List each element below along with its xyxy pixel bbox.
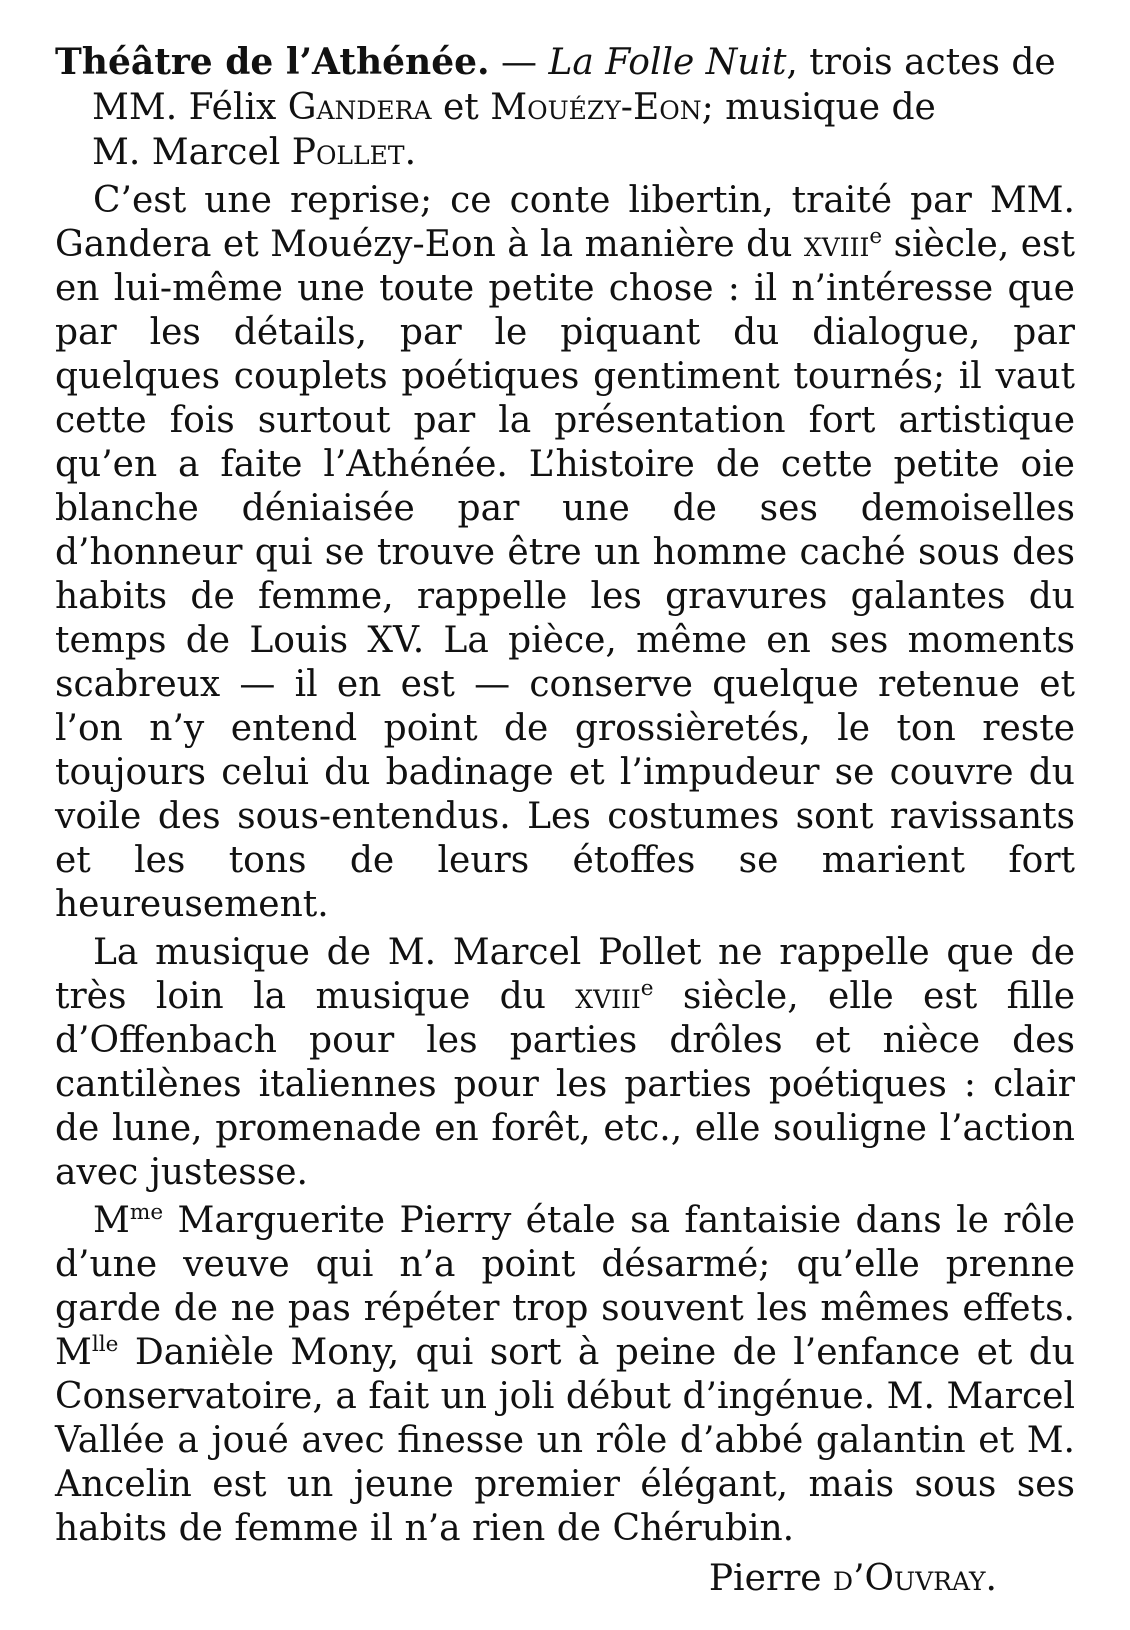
- composer-period: .: [404, 132, 417, 173]
- authors-prefix: MM. Félix: [92, 87, 288, 128]
- heading-dash: —: [489, 42, 549, 83]
- author-signature: [55, 1557, 997, 1601]
- p2-text-b: siècle, elle est fille d’Offenbach pour les parties drôles et nièce des cantilènes italiennes pour les parties poétiques : clair de lune, promenade en forêt, etc., elle souligne l’action avec justesse.: [55, 976, 1075, 1193]
- review-heading: [55, 40, 1075, 175]
- authors-and: et: [431, 87, 491, 128]
- composer-prefix: M. Marcel: [92, 132, 292, 173]
- paragraph-interpretes: [55, 1199, 1075, 1551]
- signature-first: Pierre: [708, 1558, 834, 1599]
- p3-title-mlle: M: [55, 1332, 92, 1373]
- p3-text-a: Marguerite Pierry étale sa fantaisie dans le rôle d’une veuve qui n’a point désarmé; qu’elle prenne garde de ne pas répéter trop souvent les mêmes effets.: [55, 1200, 1075, 1329]
- p3-text-b: Danièle Mony, qui sort à peine de l’enfance et du Conservatoire, a fait un joli début d’ingénue. M. Marcel Vallée a joué avec finesse un rôle d’abbé galantin et M. Ancelin est un jeune premier élégant, mais sous ses habits de femme il n’a rien de Chérubin.: [55, 1332, 1075, 1549]
- p3-title-mme: M: [93, 1200, 130, 1241]
- p1-text-b: siècle, est en lui-même une toute petite chose : il n’intéresse que par les détails, par le piquant du dialogue, par quelques couplets poétiques gentiment tournés; il vaut cette fois surtout par la présentation fort artistique qu’en a faite l’Athénée. L’histoire de cette petite oie blanche déniaisée par une de ses demoiselles d’honneur qui se trouve être un homme caché sous des habits de femme, rappelle les gravures galantes du temps de Louis XV. La pièce, même en ses moments scabreux — il en est — conserve quelque retenue et l’on n’y entend point de grossièretés, le ton reste toujours celui du badinage et l’impudeur se couvre du voile des sous-entendus. Les costumes sont ravissants et les tons de leurs étoffes se marient fort heureusement.: [55, 224, 1075, 925]
- play-title: La Folle Nuit: [548, 42, 787, 83]
- p1-century-sup: e: [869, 224, 883, 250]
- heading-credits: [55, 85, 1075, 175]
- p2-century-sup: e: [640, 976, 654, 1002]
- paragraph-musique: [55, 931, 1075, 1195]
- acts-text: , trois actes de: [786, 42, 1056, 83]
- p1-text-a: C’est une reprise; ce conte libertin, traité par MM. Gandera et Mouézy-Eon à la manière du: [55, 180, 1075, 265]
- author-mouezy-eon: Mouézy-Eon: [490, 87, 702, 128]
- signature-last: d’Ouvray: [833, 1558, 986, 1599]
- author-gandera: Gandera: [287, 87, 432, 128]
- paragraph-reprise: [55, 179, 1075, 927]
- signature-end: .: [985, 1558, 997, 1599]
- theatre-name: Théâtre de l’Athénée.: [55, 41, 490, 83]
- p3-title-mme-sup: me: [129, 1200, 164, 1226]
- music-prefix: ; musique de: [701, 87, 936, 128]
- composer-name: Pollet: [291, 132, 405, 173]
- p2-text-a: La musique de M. Marcel Pollet ne rappelle que de très loin la musique du: [55, 932, 1075, 1017]
- p1-century: xviii: [803, 224, 870, 265]
- p2-century: xviii: [575, 976, 641, 1017]
- p3-title-mlle-sup: lle: [91, 1332, 119, 1358]
- article: [55, 40, 1075, 1601]
